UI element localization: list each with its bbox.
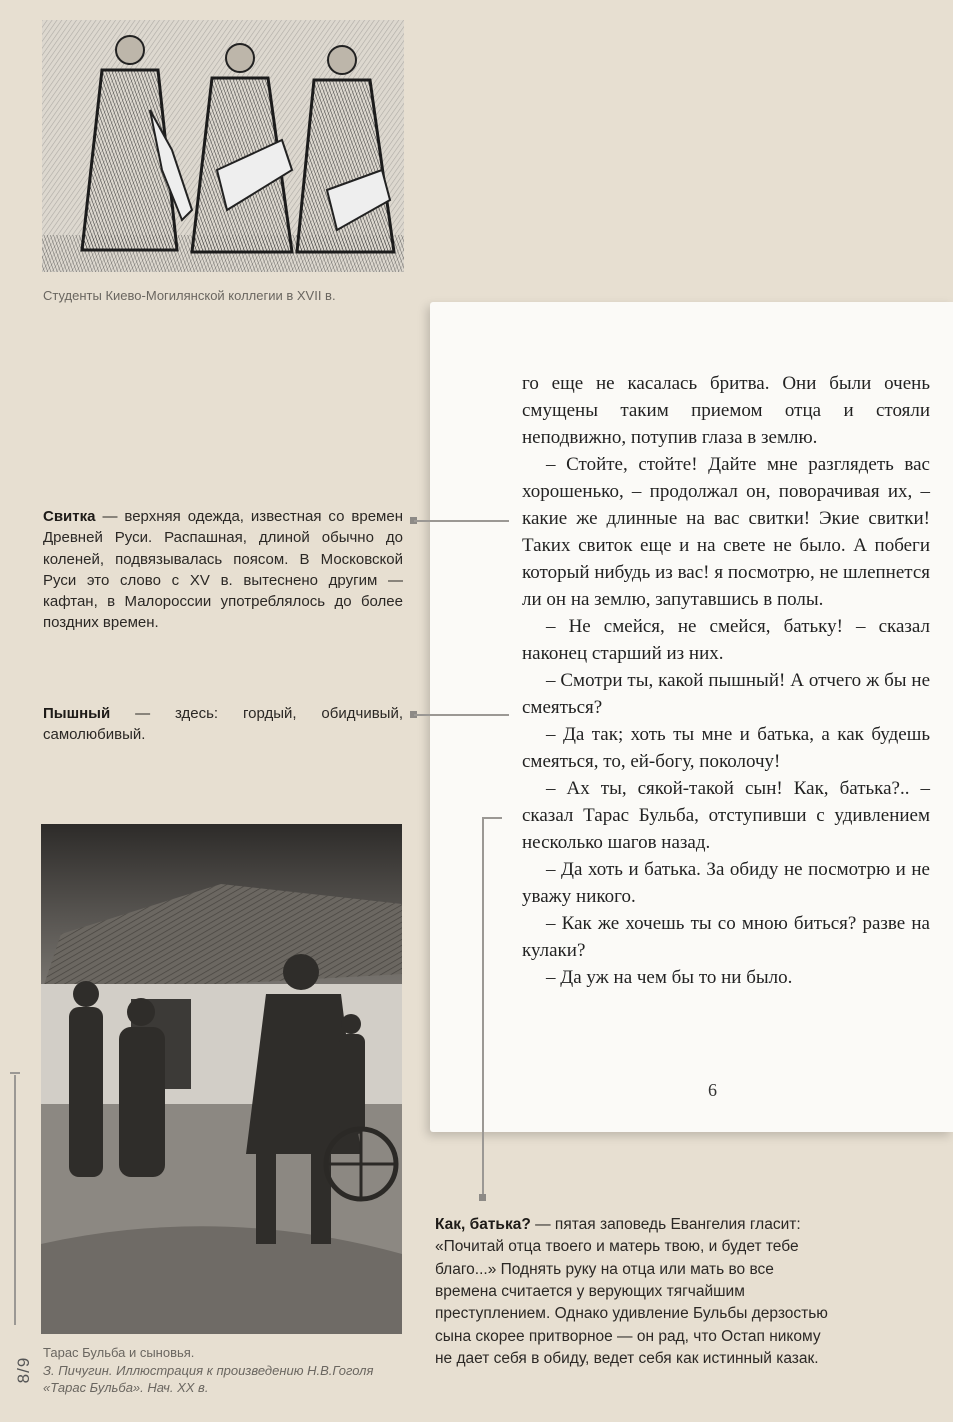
gloss-definition: — здесь: гордый, обидчивый, самолюбивый. (43, 705, 403, 744)
connector-line-svitka (414, 520, 509, 522)
students-caption: Студенты Киево-Могилянской коллегии в XVII в. (43, 288, 336, 303)
gloss-definition: — верхняя одежда, известная со времен Древней Руси. Распашная, длиной обычно до коленей, подвязывалась поясом. В Московской Руси это слово с XV в. вытеснено другим — кафтан, в Малороссии употреблялось до более поздних времен. (43, 508, 403, 632)
folio-line (14, 1075, 16, 1325)
gloss-definition: — пятая заповедь Евангелия гласит: «Почитай отца твоего и матерь твою, и будет тебе благо...» Поднять руку на отца или мать во все времена считается у верующих тягчайшим преступлением. Однако удивление Бульбы дерзостью сына скорее притворное — он рад, что Остап никому не дает себя в обиду, ведет себя как истинный казак. (435, 1216, 828, 1367)
connector-line-batka-top (482, 817, 502, 819)
gloss-svitka (43, 506, 403, 634)
illustration-taras-bulba-and-sons-icon (41, 824, 402, 1334)
book-paragraph: – Не смейся, не смейся, батьку! – сказал наконец старший из них. (522, 616, 930, 664)
page-number: 6 (708, 1080, 717, 1100)
gloss-term: Пышный (43, 705, 111, 722)
engraving-three-students-icon (42, 20, 404, 272)
book-paragraph: – Как же хочешь ты со мною биться? разве на кулаки? (522, 913, 930, 961)
taras-caption-title: Тарас Бульба и сыновья. (43, 1345, 195, 1360)
folio-tick (10, 1072, 20, 1074)
connector-dot (479, 1194, 486, 1201)
gloss-term: Свитка (43, 508, 96, 525)
gloss-batka (435, 1214, 830, 1370)
taras-caption-credit: З. Пичугин. Иллюстрация к произведению Н.В.Гоголя «Тарас Бульба». Нач. XX в. (43, 1362, 374, 1396)
gloss-term: Как, батька? (435, 1216, 531, 1233)
book-paragraph: – Да хоть и батька. За обиду не посмотрю и не уважу никого. (522, 859, 930, 907)
taras-illustration (41, 824, 402, 1334)
book-paragraph: – Стойте, стойте! Дайте мне разглядеть вас хорошенько, – продолжал он, поворачивая их, – какие же длинные на вас свитки! Экие свитки! Таких свиток еще и на свете не было. А побеги который нибудь из вас! я посмотрю, не шлепнется ли он на землю, запутавшись в полы. (522, 454, 930, 610)
book-paragraph: го еще не касалась бритва. Они были очень смущены таким приемом отца и стояли неподвижно, потупив глаза в землю. (522, 373, 930, 448)
taras-caption (43, 1344, 383, 1397)
connector-line-batka (482, 817, 484, 1197)
book-paragraph: – Да уж на чем бы то ни было. (546, 967, 793, 988)
connector-line-pyshny (414, 714, 509, 716)
book-paragraph: – Да так; хоть ты мне и батька, а как будешь смеяться, то, ей-богу, поколочу! (522, 724, 930, 772)
book-paragraph: – Смотри ты, какой пышный! А отчего ж бы не смеяться? (522, 670, 930, 718)
book-paragraph: – Ах ты, сякой-такой сын! Как, батька?.. – сказал Тарас Бульба, отступивши с удивлением несколько шагов назад. (522, 778, 930, 853)
page-folio: 8/9 (14, 1356, 33, 1384)
book-text (522, 370, 930, 991)
students-engraving (42, 20, 404, 272)
gloss-pyshny (43, 703, 403, 746)
